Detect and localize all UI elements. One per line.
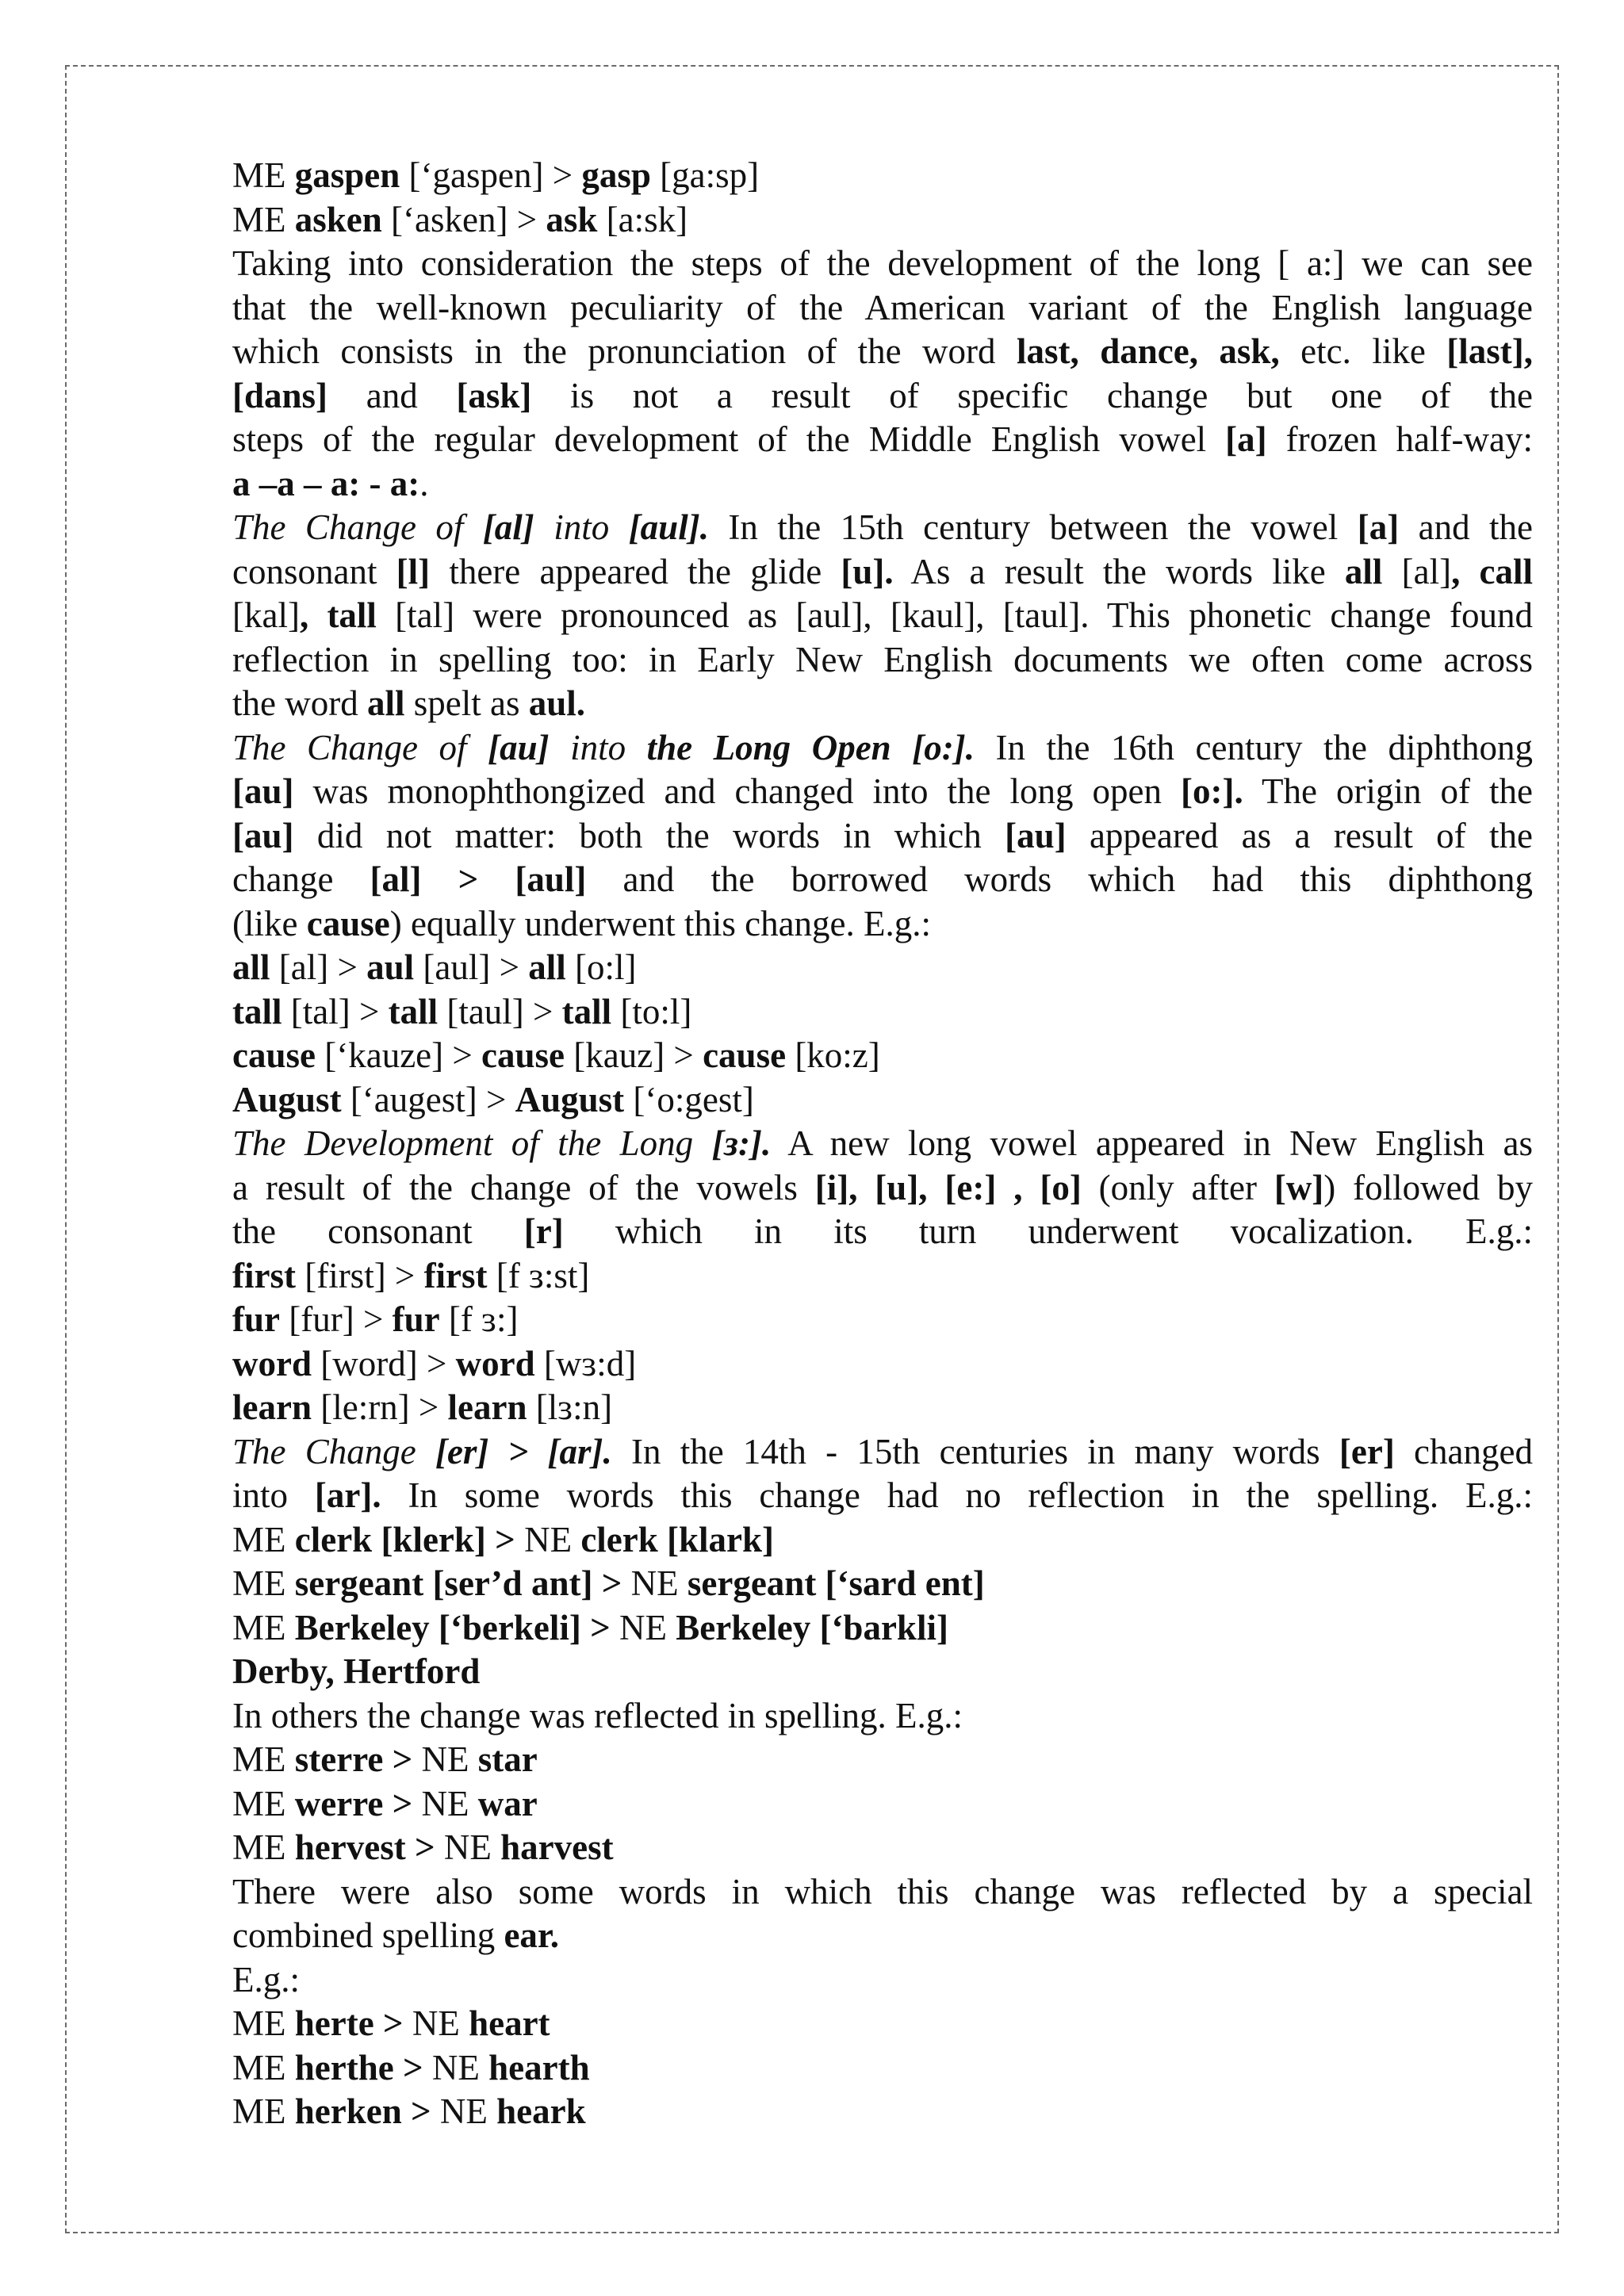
text-run: The Change of [232, 727, 488, 767]
text-run: ME [232, 199, 295, 239]
text-run: [lɜ:n] [527, 1387, 613, 1427]
text-line [232, 330, 1533, 374]
text-run: ) followed by [1323, 1167, 1533, 1207]
text-run: fur [232, 1299, 280, 1339]
text-run: the Long Open [o:]. [646, 727, 975, 767]
text-run: steps of the regular development of the Middle English vowel [232, 419, 1226, 459]
text-run: cause [481, 1035, 565, 1075]
text-run: tall [388, 991, 439, 1031]
text-run: [al] > [270, 947, 367, 987]
text-run: clerk [klerk] > [294, 1519, 515, 1559]
text-run: E.g.: [232, 1959, 300, 1999]
text-run: [al] > [aul] [370, 859, 587, 899]
text-run: [ɜ:]. [711, 1123, 772, 1163]
text-run: Derby, Hertford [232, 1651, 481, 1691]
text-run: which consists in the pronunciation of the word [232, 331, 1017, 371]
text-run: [‘gaspen] > [400, 155, 582, 195]
text-run: [‘kauze] > [316, 1035, 482, 1075]
text-run: [fur] > [280, 1299, 393, 1339]
text-run: last, dance, ask, [1017, 331, 1280, 371]
text-run: [er] > [ar]. [435, 1431, 612, 1471]
text-run: tall [232, 991, 282, 1031]
text-run: In others the change was reflected in spelling. E.g.: [232, 1695, 963, 1735]
text-line [232, 1694, 1533, 1739]
text-line [232, 1782, 1533, 1827]
text-run: combined spelling [232, 1915, 504, 1955]
text-line [232, 902, 1533, 947]
text-run: [u]. [841, 551, 894, 591]
text-line [232, 814, 1533, 859]
text-run: and the borrowed words which had this diphthong [586, 859, 1534, 899]
text-run: sergeant [‘sard ent] [687, 1563, 985, 1603]
text-run: [al] [1382, 551, 1452, 591]
text-run: tall [561, 991, 612, 1031]
text-run: [w] [1274, 1167, 1324, 1207]
text-run: In the 15th century between the vowel [708, 507, 1358, 547]
text-run: [au] [1005, 815, 1067, 855]
text-line [232, 2090, 1533, 2134]
text-line [232, 242, 1533, 286]
text-run: [r] [523, 1211, 564, 1251]
text-run: ME [232, 1739, 295, 1779]
text-run: NE [515, 1519, 581, 1559]
text-run: the word [232, 683, 367, 723]
text-run: word [455, 1343, 535, 1383]
text-line [232, 374, 1533, 419]
text-line [232, 1430, 1533, 1475]
text-run: cause [232, 1035, 316, 1075]
text-line [232, 1210, 1533, 1254]
text-run: [‘augest] > [341, 1079, 515, 1119]
text-line [232, 682, 1533, 726]
text-run: learn [447, 1387, 527, 1427]
text-line [232, 1034, 1533, 1078]
text-run: August [232, 1079, 342, 1119]
text-run: [first] > [295, 1255, 424, 1295]
text-run: [le:rn] > [311, 1387, 448, 1427]
text-run: As a result the words like [893, 551, 1345, 591]
text-line [232, 726, 1533, 771]
text-line [232, 946, 1533, 990]
text-run: fur [392, 1299, 440, 1339]
text-run: reflection in spelling too: in Early New English documents we often come across [232, 639, 1533, 679]
text-line [232, 1826, 1533, 1870]
text-run: [au] [232, 771, 294, 811]
text-run: werre > [294, 1783, 413, 1823]
text-line [232, 550, 1533, 595]
text-run: [wɜ:d] [534, 1343, 637, 1383]
text-run: aul [366, 947, 415, 987]
text-run: ME [232, 1827, 295, 1867]
text-line [232, 1166, 1533, 1211]
text-run: all [1344, 551, 1383, 591]
text-run: (only after [1081, 1167, 1274, 1207]
text-run: [to:l] [611, 991, 692, 1031]
text-run: ME [232, 1607, 295, 1647]
text-run: ME [232, 155, 295, 195]
text-run: ME [232, 2091, 295, 2131]
text-run: The Development of the Long [232, 1123, 712, 1163]
text-run: all [232, 947, 270, 987]
text-run: NE [412, 1783, 478, 1823]
text-line [232, 286, 1533, 331]
text-run: [tal] were pronounced as [aul], [kaul], [taul]. This phonetic change found [376, 595, 1533, 635]
text-run: ME [232, 1783, 295, 1823]
text-run: was monophthongized and changed into the long open [293, 771, 1182, 811]
text-line [232, 418, 1533, 462]
text-run: star [477, 1739, 538, 1779]
text-run: [l] [396, 551, 431, 591]
text-run: [taul] > [438, 991, 562, 1031]
text-line [232, 858, 1533, 902]
text-run: NE [431, 2091, 497, 2131]
text-run: consonant [232, 551, 396, 591]
text-run: herken > [294, 2091, 431, 2131]
text-run: [f ɜ:st] [487, 1255, 590, 1295]
text-run: [a:sk] [597, 199, 688, 239]
text-run: ) equally underwent this change. E.g.: [389, 903, 932, 943]
text-line [232, 1342, 1533, 1387]
text-run: [au] [232, 815, 294, 855]
text-run: There were also some words in which this change was reflected by a special [232, 1871, 1533, 1911]
text-run: In some words this change had no reflection in the spelling. E.g.: [381, 1475, 1533, 1515]
text-run: heark [496, 2091, 586, 2131]
text-run: etc. like [1279, 331, 1447, 371]
text-run: all [366, 683, 405, 723]
text-run: into [549, 727, 647, 767]
text-run: word [232, 1343, 312, 1383]
text-line [232, 1386, 1533, 1430]
text-line [232, 154, 1533, 198]
text-run: change [232, 859, 370, 899]
text-line [232, 2046, 1533, 2091]
text-run: into [232, 1475, 315, 1515]
text-run: A new long vowel appeared in New English as [771, 1123, 1533, 1163]
text-line [232, 594, 1533, 638]
text-line [232, 770, 1533, 814]
text-run: [f ɜ:] [439, 1299, 519, 1339]
text-run: Taking into consideration the steps of the development of the long [ a:] we can see [232, 243, 1533, 283]
text-run: ME [232, 1519, 295, 1559]
text-run: In the 16th century the diphthong [974, 727, 1533, 767]
text-run: [kal] [232, 595, 300, 635]
text-run: , tall [299, 595, 377, 635]
text-run: gaspen [294, 155, 400, 195]
text-run: and the [1399, 507, 1534, 547]
text-run: . [419, 463, 429, 503]
text-run: appeared as a result of the [1066, 815, 1533, 855]
text-run: hervest > [294, 1827, 435, 1867]
text-run: [o:]. [1181, 771, 1243, 811]
text-line [232, 1518, 1533, 1563]
text-run: first [232, 1255, 296, 1295]
text-run: aul. [528, 683, 585, 723]
text-run: first [423, 1255, 488, 1295]
text-run: asken [294, 199, 382, 239]
text-run: ear. [504, 1915, 560, 1955]
text-run: changed [1394, 1431, 1533, 1471]
text-line [232, 198, 1533, 243]
text-line [232, 1254, 1533, 1299]
text-run: clerk [klark] [580, 1519, 775, 1559]
text-run: Berkeley [‘berkeli] > [294, 1607, 611, 1647]
text-run: In the 14th - 15th centuries in many words [611, 1431, 1339, 1471]
text-run: frozen half-way: [1266, 419, 1533, 459]
text-run: [dans] [232, 375, 328, 415]
text-run: [kauz] > [565, 1035, 703, 1075]
text-run: [er] [1339, 1431, 1395, 1471]
text-run: [ga:sp] [650, 155, 760, 195]
text-run: is not a result of specific change but one of the [531, 375, 1533, 415]
document-body [232, 154, 1533, 2134]
text-run: there appeared the glide [430, 551, 841, 591]
text-line [232, 1474, 1533, 1518]
text-line [232, 506, 1533, 550]
text-line [232, 1914, 1533, 1958]
text-run: [aul]. [628, 507, 709, 547]
text-run: ask [546, 199, 598, 239]
text-line [232, 2002, 1533, 2046]
text-run: August [515, 1079, 625, 1119]
text-line [232, 1078, 1533, 1123]
text-run: [last], [1446, 331, 1533, 371]
text-run: [aul] > [414, 947, 529, 987]
text-run: NE [412, 1739, 478, 1779]
text-run: herte > [294, 2003, 404, 2043]
text-run: , call [1451, 551, 1533, 591]
text-run: a result of the change of the vowels [232, 1167, 815, 1207]
text-run: NE [610, 1607, 676, 1647]
text-run: harvest [500, 1827, 614, 1867]
text-run: into [534, 507, 629, 547]
text-run: sergeant [ser’d ant] > [294, 1563, 622, 1603]
text-run: [word] > [312, 1343, 456, 1383]
text-run: ME [232, 2047, 295, 2087]
text-run: cause [703, 1035, 787, 1075]
text-run: The Change of [232, 507, 483, 547]
text-line [232, 1650, 1533, 1694]
text-run: learn [232, 1387, 312, 1427]
text-line [232, 1298, 1533, 1342]
text-line [232, 462, 1533, 507]
text-line [232, 1606, 1533, 1651]
text-run: did not matter: both the words in which [293, 815, 1005, 855]
text-run: war [477, 1783, 538, 1823]
text-line [232, 1958, 1533, 2003]
text-run: that the well-known peculiarity of the American variant of the English language [232, 287, 1533, 327]
text-run: sterre > [294, 1739, 413, 1779]
text-run: and [327, 375, 457, 415]
text-run: [al] [482, 507, 534, 547]
text-run: spelt as [404, 683, 529, 723]
text-run: ME [232, 2003, 295, 2043]
text-run: [tal] > [282, 991, 389, 1031]
text-run: [a] [1225, 419, 1267, 459]
text-run: The origin of the [1243, 771, 1533, 811]
text-run: [au] [488, 727, 550, 767]
text-run: [‘o:gest] [624, 1079, 754, 1119]
text-run: all [528, 947, 566, 987]
text-run: [i], [u], [e:] , [o] [814, 1167, 1082, 1207]
text-line [232, 638, 1533, 683]
text-run: (like [232, 903, 307, 943]
text-line [232, 1122, 1533, 1166]
text-run: [ar]. [314, 1475, 381, 1515]
text-run: NE [423, 2047, 489, 2087]
text-run: Berkeley [‘barkli] [676, 1607, 948, 1647]
text-run: ME [232, 1563, 295, 1603]
text-run: [a] [1357, 507, 1400, 547]
text-run: which in its turn underwent vocalization. E.g.: [563, 1211, 1533, 1251]
text-run: the consonant [232, 1211, 524, 1251]
text-run: [ask] [456, 375, 532, 415]
text-run: [‘asken] > [381, 199, 546, 239]
text-run: a –a – a: - a: [232, 463, 420, 503]
text-line [232, 990, 1533, 1035]
text-run: NE [403, 2003, 469, 2043]
text-run: NE [435, 1827, 501, 1867]
text-run: The Change [232, 1431, 435, 1471]
text-run: NE [622, 1563, 688, 1603]
text-line [232, 1738, 1533, 1782]
text-line [232, 1870, 1533, 1915]
text-run: [ko:z] [786, 1035, 880, 1075]
text-run: gasp [581, 155, 651, 195]
text-line [232, 1562, 1533, 1606]
text-run: cause [306, 903, 390, 943]
text-run: herthe > [294, 2047, 423, 2087]
text-run: heart [469, 2003, 550, 2043]
text-run: [o:l] [565, 947, 637, 987]
text-run: hearth [488, 2047, 590, 2087]
